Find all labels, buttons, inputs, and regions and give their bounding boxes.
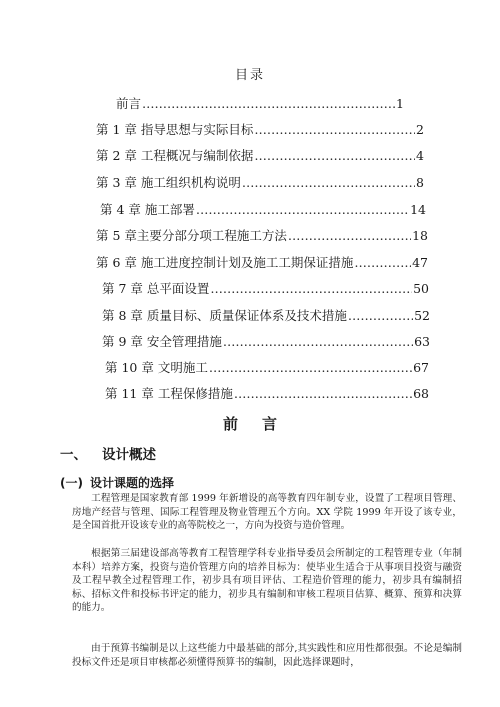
toc-entry[interactable]	[96, 253, 428, 273]
toc-leader-dots	[254, 148, 415, 163]
toc-leader-dots	[209, 360, 412, 375]
toc-entry-page: 14	[410, 202, 426, 217]
toc-entry-label: 前言	[116, 96, 142, 111]
subsection-title: 设计课题的选择	[90, 476, 175, 490]
toc-entry-page: 8	[416, 175, 424, 190]
toc-entry-page: 18	[412, 228, 428, 243]
toc-leader-dots	[210, 281, 412, 296]
body-paragraph	[72, 642, 462, 669]
toc-entry-label: 第 1 章 指导思想与实际目标	[96, 122, 254, 137]
toc-entry[interactable]	[100, 200, 426, 220]
body-paragraph	[72, 547, 462, 615]
toc-entry-label: 第 11 章 工程保修措施	[105, 386, 233, 401]
section-number: 一、	[60, 447, 87, 463]
toc-leader-dots	[348, 308, 413, 323]
toc-entry[interactable]	[105, 384, 429, 404]
toc-entry[interactable]	[96, 146, 424, 166]
preface-title: 前言	[222, 415, 301, 433]
toc-entry-page: 50	[413, 281, 429, 296]
toc-entry-label: 第 10 章 文明施工	[105, 360, 208, 375]
section-title: 设计概述	[102, 447, 156, 463]
body-paragraph	[72, 492, 462, 533]
toc-entry-page: 4	[416, 148, 424, 163]
toc-leader-dots	[354, 255, 411, 270]
toc-leader-dots	[142, 96, 395, 111]
paragraph-text: 工程管理是国家教育部 1999 年新增设的高等教育四年制专业，设置了工程项目管理、房地产经营与管理、国际工程管理及物业管理五个方向。XX 学院 1999 年开设了该专业，是全国首批开设该专业的高等院校之一，方向为投资与造价管理。	[72, 493, 462, 531]
toc-leader-dots	[242, 175, 415, 190]
toc-entry[interactable]	[96, 226, 428, 246]
toc-entry-label: 第 4 章 施工部署	[100, 202, 195, 217]
section-heading	[60, 443, 156, 463]
paragraph-text: 由于预算书编制是以上这些能力中最基础的部分,其实践性和应用性都很强。不论是编制投标文件还是项目审核都必须懂得预算书的编制，因此选择课题时，	[72, 643, 462, 668]
toc-entry-label: 第 2 章 工程概况与编制依据	[96, 148, 254, 163]
toc-entry-label: 第 3 章 施工组织机构说明	[96, 175, 241, 190]
toc-leader-dots	[254, 122, 415, 137]
subsection-heading	[60, 474, 174, 491]
toc-entry-page: 67	[413, 360, 429, 375]
toc-entry-label: 第 8 章 质量目标、质量保证体系及技术措施	[102, 308, 347, 323]
toc-leader-dots	[234, 386, 412, 401]
toc-entry-label: 第 6 章 施工进度控制计划及施工工期保证措施	[96, 255, 354, 270]
subsection-number: (一)	[60, 476, 83, 490]
toc-entry-page: 52	[414, 308, 430, 323]
toc-leader-dots	[196, 202, 409, 217]
toc-entry-label: 第 7 章 总平面设置	[102, 281, 210, 296]
toc-entry[interactable]	[102, 332, 430, 352]
toc-entry-page: 63	[414, 334, 430, 349]
toc-leader-dots	[223, 334, 413, 349]
toc-entry-page: 2	[416, 122, 424, 137]
paragraph-text: 根据第三届建设部高等教育工程管理学科专业指导委员会所制定的工程管理专业（年制本科）培养方案，投资与造价管理方向的培养目标为：使毕业生适合于从事项目投资与融资及工程早教全过程管理工作，初步具有项目评估、工程造价管理的能力，初步具有编制招标、招标文件和投标书评定的能力，初步具有编制和审核工程项目估算、概算、预算和决算的能力。	[72, 548, 462, 613]
toc-entry[interactable]	[96, 173, 424, 193]
toc-entry[interactable]	[116, 94, 404, 114]
toc-entry[interactable]	[105, 358, 429, 378]
toc-entry[interactable]	[102, 279, 429, 299]
toc-entry-page: 1	[396, 96, 404, 111]
toc-leader-dots	[288, 228, 411, 243]
toc-entry-label: 第 5 章主要分部分项工程施工方法	[96, 228, 287, 243]
toc-entry-label: 第 9 章 安全管理措施	[102, 334, 222, 349]
toc-title: 目录	[234, 68, 265, 83]
toc-entry-page: 47	[412, 255, 428, 270]
toc-entry-page: 68	[413, 386, 429, 401]
toc-entry[interactable]	[96, 120, 424, 140]
toc-entry[interactable]	[102, 306, 430, 326]
